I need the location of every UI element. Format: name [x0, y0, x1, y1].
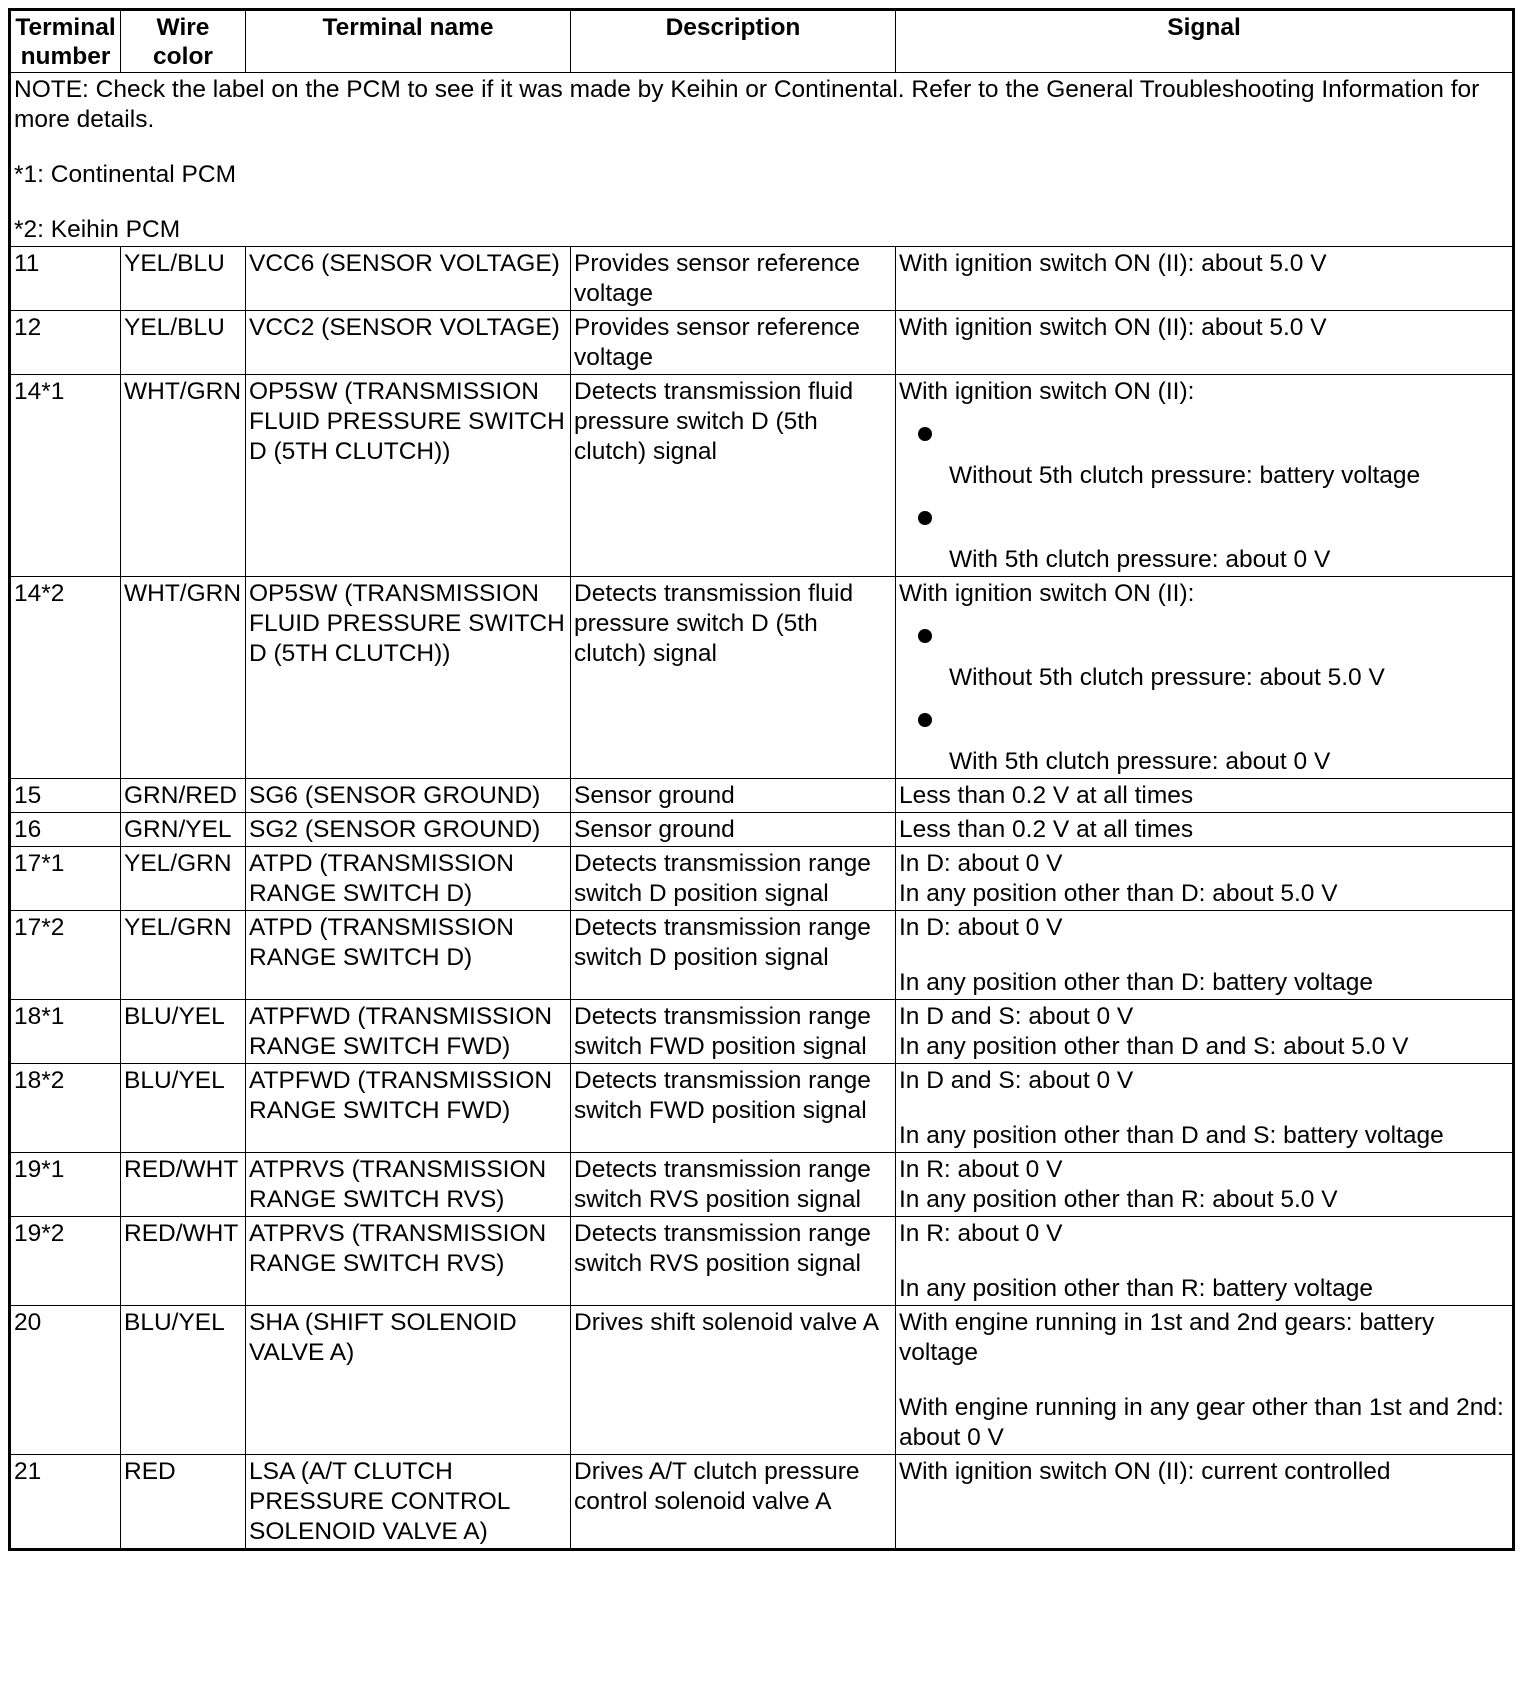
table-row [10, 577, 1514, 779]
signal [896, 247, 1514, 311]
signal-bullet-list [899, 427, 1509, 575]
signal-line: In D and S: about 0 V [899, 1003, 1134, 1030]
header-terminal-number: Terminal number [10, 10, 121, 73]
signal-bullet-list [899, 629, 1509, 777]
table-row [10, 779, 1514, 813]
signal [896, 1000, 1514, 1064]
table-row [10, 1153, 1514, 1217]
signal [896, 779, 1514, 813]
description: Sensor ground [571, 813, 896, 847]
signal-bullet: Without 5th clutch pressure: battery voltage [899, 427, 1509, 491]
signal-line: In any position other than R: about 5.0 V [899, 1186, 1338, 1213]
terminal-number: 18*1 [10, 1000, 121, 1064]
wire-color: GRN/YEL [121, 813, 246, 847]
terminal-number: 14*2 [10, 577, 121, 779]
signal [896, 1064, 1514, 1153]
signal [896, 1217, 1514, 1306]
signal-line: In D and S: about 0 V [899, 1067, 1134, 1094]
terminal-name: OP5SW (TRANSMISSION FLUID PRESSURE SWITCH D (5TH CLUTCH)) [246, 577, 571, 779]
header-terminal-name: Terminal name [246, 10, 571, 73]
description: Detects transmission range switch RVS position signal [571, 1153, 896, 1217]
wire-color: GRN/RED [121, 779, 246, 813]
signal-line: With ignition switch ON (II): [899, 580, 1195, 607]
description: Detects transmission fluid pressure switch D (5th clutch) signal [571, 375, 896, 577]
table-row [10, 1306, 1514, 1455]
terminal-number: 19*2 [10, 1217, 121, 1306]
table-row [10, 247, 1514, 311]
header-signal: Signal [896, 10, 1514, 73]
signal-line: Less than 0.2 V at all times [899, 782, 1194, 809]
terminal-name: ATPRVS (TRANSMISSION RANGE SWITCH RVS) [246, 1217, 571, 1306]
signal-line: With ignition switch ON (II): [899, 378, 1195, 405]
terminal-name: OP5SW (TRANSMISSION FLUID PRESSURE SWITCH D (5TH CLUTCH)) [246, 375, 571, 577]
description: Detects transmission range switch D position signal [571, 911, 896, 1000]
terminal-name: ATPFWD (TRANSMISSION RANGE SWITCH FWD) [246, 1064, 571, 1153]
signal [896, 911, 1514, 1000]
terminal-name: ATPFWD (TRANSMISSION RANGE SWITCH FWD) [246, 1000, 571, 1064]
table-row [10, 813, 1514, 847]
terminal-name: SG2 (SENSOR GROUND) [246, 813, 571, 847]
table-row [10, 1064, 1514, 1153]
signal-line: In R: about 0 V [899, 1220, 1063, 1247]
terminal-name: VCC6 (SENSOR VOLTAGE) [246, 247, 571, 311]
signal-line: Less than 0.2 V at all times [899, 816, 1194, 843]
header-description: Description [571, 10, 896, 73]
signal-bullet: With 5th clutch pressure: about 0 V [899, 713, 1509, 777]
header-wire-color: Wire color [121, 10, 246, 73]
wire-color: WHT/GRN [121, 375, 246, 577]
wire-color: BLU/YEL [121, 1064, 246, 1153]
terminal-number: 19*1 [10, 1153, 121, 1217]
signal-line: In any position other than D and S: about 5.0 V [899, 1033, 1409, 1060]
description: Detects transmission fluid pressure switch D (5th clutch) signal [571, 577, 896, 779]
terminal-number: 12 [10, 311, 121, 375]
signal-line: In any position other than D: battery voltage [899, 969, 1373, 996]
terminal-name: ATPD (TRANSMISSION RANGE SWITCH D) [246, 911, 571, 1000]
wire-color: RED/WHT [121, 1153, 246, 1217]
signal-line: In any position other than R: battery voltage [899, 1275, 1373, 1302]
description: Drives A/T clutch pressure control solenoid valve A [571, 1455, 896, 1550]
note-cell [10, 73, 1514, 247]
terminal-name: SG6 (SENSOR GROUND) [246, 779, 571, 813]
signal-line: In D: about 0 V [899, 850, 1063, 877]
wire-color: YEL/BLU [121, 247, 246, 311]
wire-color: RED [121, 1455, 246, 1550]
terminal-name: SHA (SHIFT SOLENOID VALVE A) [246, 1306, 571, 1455]
wire-color: BLU/YEL [121, 1000, 246, 1064]
description: Drives shift solenoid valve A [571, 1306, 896, 1455]
terminal-number: 18*2 [10, 1064, 121, 1153]
note-text: NOTE: Check the label on the PCM to see if it was made by Keihin or Continental. Refer to the General Troubleshooting Information for more details. [14, 76, 1480, 133]
table-row [10, 1000, 1514, 1064]
wire-color: YEL/GRN [121, 847, 246, 911]
note-row [10, 73, 1514, 247]
terminal-name: VCC2 (SENSOR VOLTAGE) [246, 311, 571, 375]
signal-bullet: With 5th clutch pressure: about 0 V [899, 511, 1509, 575]
signal [896, 1153, 1514, 1217]
bullet-dot-icon [918, 427, 932, 441]
terminal-number: 15 [10, 779, 121, 813]
signal-line: In R: about 0 V [899, 1156, 1063, 1183]
footnote-keihin: *2: Keihin PCM [14, 216, 181, 243]
signal-line: With ignition switch ON (II): about 5.0 V [899, 250, 1327, 277]
signal [896, 1455, 1514, 1550]
terminal-table [8, 8, 1515, 1551]
bullet-dot-icon [918, 629, 932, 643]
wire-color: BLU/YEL [121, 1306, 246, 1455]
wire-color: WHT/GRN [121, 577, 246, 779]
bullet-dot-icon [918, 713, 932, 727]
signal [896, 813, 1514, 847]
signal [896, 375, 1514, 577]
description: Sensor ground [571, 779, 896, 813]
bullet-dot-icon [918, 511, 932, 525]
table-row [10, 1217, 1514, 1306]
signal [896, 1306, 1514, 1455]
signal-bullet: Without 5th clutch pressure: about 5.0 V [899, 629, 1509, 693]
description: Provides sensor reference voltage [571, 247, 896, 311]
signal [896, 847, 1514, 911]
wire-color: YEL/BLU [121, 311, 246, 375]
terminal-number: 20 [10, 1306, 121, 1455]
signal [896, 311, 1514, 375]
terminal-number: 14*1 [10, 375, 121, 577]
terminal-number: 16 [10, 813, 121, 847]
terminal-number: 17*2 [10, 911, 121, 1000]
table-row [10, 911, 1514, 1000]
terminal-number: 21 [10, 1455, 121, 1550]
signal-line: In any position other than D and S: battery voltage [899, 1122, 1444, 1149]
terminal-number: 17*1 [10, 847, 121, 911]
signal-line: With engine running in any gear other than 1st and 2nd: about 0 V [899, 1394, 1504, 1451]
description: Provides sensor reference voltage [571, 311, 896, 375]
table-row [10, 1455, 1514, 1550]
description: Detects transmission range switch RVS position signal [571, 1217, 896, 1306]
document-page [8, 8, 1512, 1551]
table-row [10, 375, 1514, 577]
terminal-name: LSA (A/T CLUTCH PRESSURE CONTROL SOLENOID VALVE A) [246, 1455, 571, 1550]
signal-line: With ignition switch ON (II): about 5.0 V [899, 314, 1327, 341]
footnote-continental: *1: Continental PCM [14, 161, 236, 188]
signal [896, 577, 1514, 779]
signal-line: With ignition switch ON (II): current controlled [899, 1458, 1391, 1485]
terminal-number: 11 [10, 247, 121, 311]
terminal-name: ATPRVS (TRANSMISSION RANGE SWITCH RVS) [246, 1153, 571, 1217]
description: Detects transmission range switch FWD position signal [571, 1000, 896, 1064]
table-row [10, 311, 1514, 375]
signal-line: With engine running in 1st and 2nd gears: battery voltage [899, 1309, 1435, 1366]
wire-color: YEL/GRN [121, 911, 246, 1000]
terminal-name: ATPD (TRANSMISSION RANGE SWITCH D) [246, 847, 571, 911]
signal-line: In D: about 0 V [899, 914, 1063, 941]
table-header-row [10, 10, 1514, 73]
description: Detects transmission range switch D position signal [571, 847, 896, 911]
table-row [10, 847, 1514, 911]
wire-color: RED/WHT [121, 1217, 246, 1306]
signal-line: In any position other than D: about 5.0 V [899, 880, 1338, 907]
description: Detects transmission range switch FWD position signal [571, 1064, 896, 1153]
